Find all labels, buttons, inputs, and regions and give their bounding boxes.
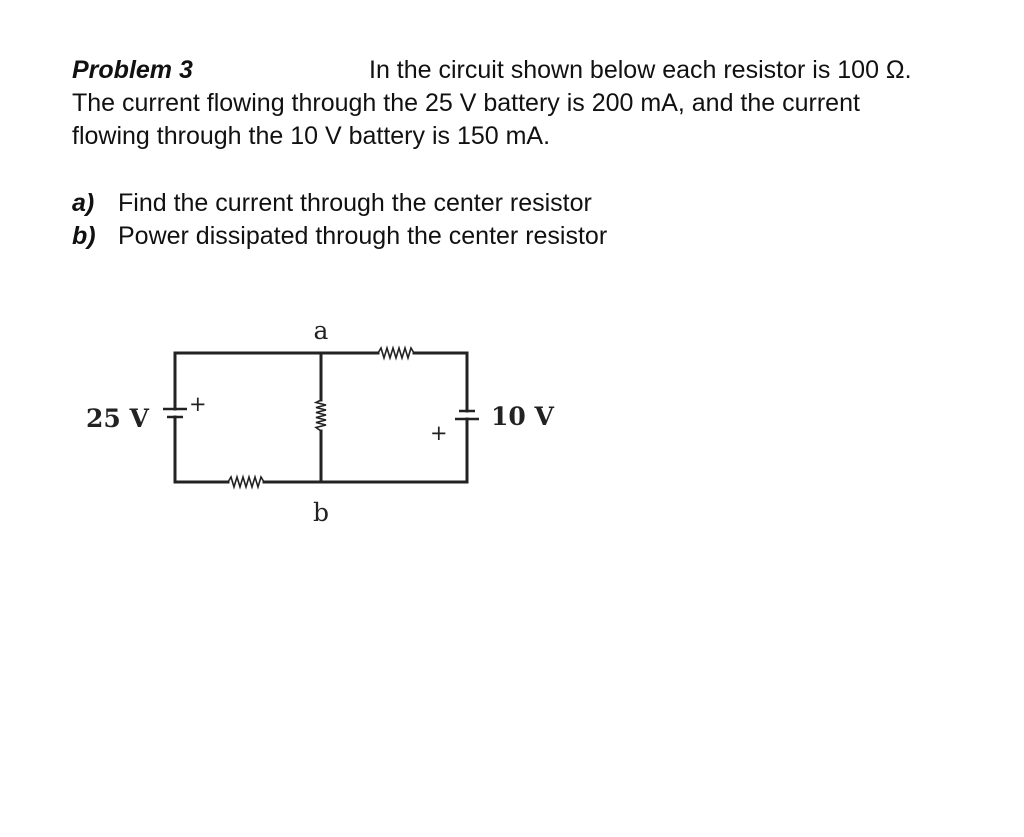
question-part-a xyxy=(72,187,992,220)
battery-25v xyxy=(163,397,187,427)
battery-10v xyxy=(455,407,479,427)
question-parts xyxy=(72,187,992,253)
circuit-wires xyxy=(175,353,467,482)
battery-25v-plus-sign: + xyxy=(189,392,207,416)
circuit-diagram xyxy=(70,305,570,540)
problem-statement-line-2: The current flowing through the 25 V battery is 200 mA, and the current xyxy=(72,89,860,117)
battery-10v-label: 10 V xyxy=(491,402,554,431)
problem-statement-line-1 xyxy=(72,54,992,87)
node-b-label: b xyxy=(312,498,330,527)
problem-resistor-value-sentence: In the circuit shown below each resistor is 100 Ω. xyxy=(369,56,912,84)
problem-text xyxy=(72,54,992,253)
resistor-center xyxy=(316,400,326,431)
question-part-letter: b) xyxy=(72,222,96,250)
resistor-top-right xyxy=(378,348,414,358)
wire-top-right xyxy=(414,353,467,407)
question-part-text: Power dissipated through the center resistor xyxy=(118,222,608,250)
question-part-text: Find the current through the center resistor xyxy=(118,189,592,217)
wire-top-left xyxy=(175,353,378,397)
node-a-label: a xyxy=(313,316,329,345)
question-part-b xyxy=(72,220,992,253)
problem-statement-line-3: flowing through the 10 V battery is 150 mA. xyxy=(72,122,551,150)
wire-bottom-left xyxy=(175,427,228,482)
resistor-bottom-left xyxy=(228,477,264,487)
question-part-letter: a) xyxy=(72,189,95,217)
battery-10v-plus-sign: + xyxy=(430,421,448,445)
battery-25v-label: 25 V xyxy=(86,404,149,433)
problem-title: Problem 3 xyxy=(72,56,193,84)
